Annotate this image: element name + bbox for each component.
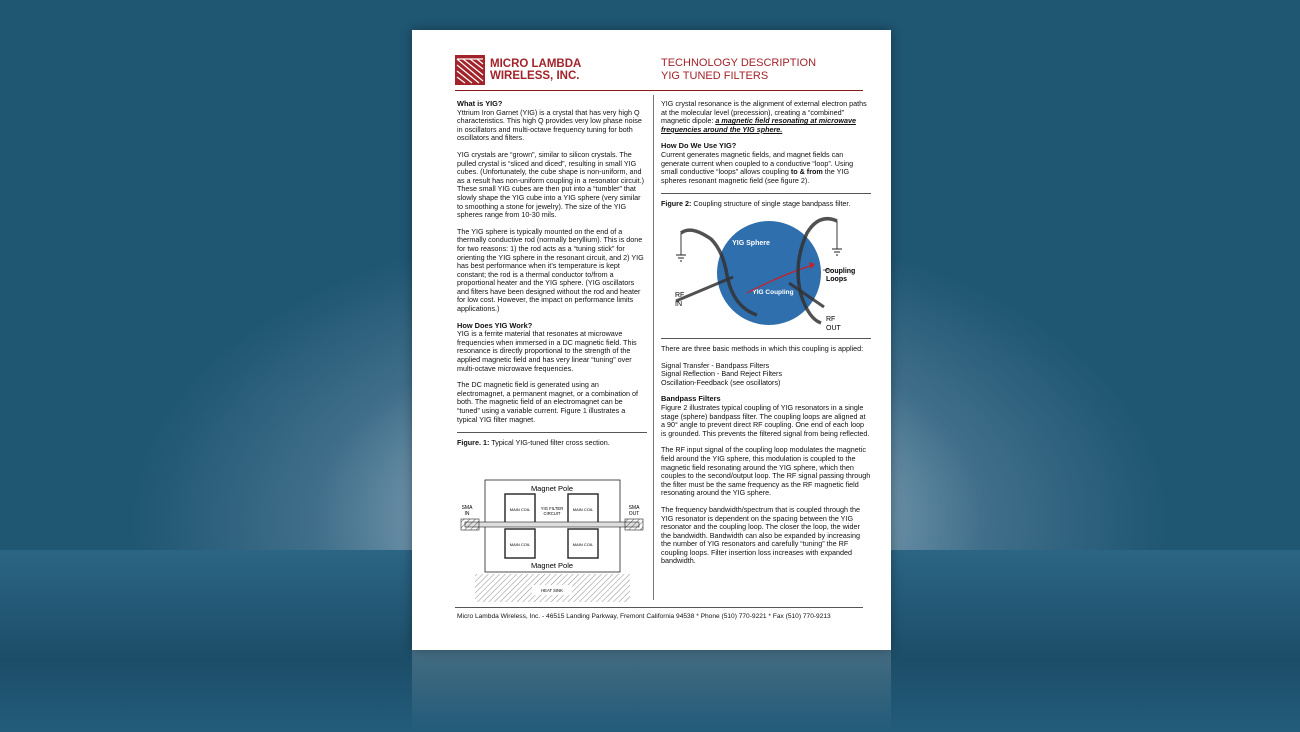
- heading-how-does-yig-work: How Does YIG Work?: [457, 320, 533, 330]
- paragraph: Yttrium Iron Garnet (YIG) is a crystal that has very high Q characteristics. This high Q provides very low phase noise in oscillators and multi-octave frequency tuning for both oscillators and filters.: [457, 107, 642, 143]
- figure-divider: [457, 432, 647, 433]
- figure1-label: Figure. 1:: [457, 438, 490, 448]
- paragraph: Figure 2 illustrates typical coupling of YIG resonators in a single stage (sphere) bandpass filter. The coupling loops are aligned at a 90° angle to prevent direct RF coupling. One end of each loop is grounded. This prevents the filtered signal from being reflected.: [661, 402, 870, 438]
- paragraph: There are three basic methods in which this coupling is applied:: [661, 344, 864, 353]
- filter-circuit-label: YIG FILTER: [540, 506, 564, 511]
- header-rule: [455, 90, 863, 91]
- main-coil-label: MAIN COIL: [572, 542, 594, 547]
- column-divider: [653, 95, 654, 600]
- rf-out-label: OUT: [826, 325, 841, 332]
- strong-text: to & from: [790, 167, 823, 177]
- heading-bandpass-filters: Bandpass Filters: [661, 394, 721, 404]
- paragraph: The DC magnetic field is generated using an electromagnet, a permanent magnet, or a combination of both. The magnetic field of an electromagnet can be “tuned” using a variable current. Figure 1 illustrates a typical YIG filter magnet.: [457, 380, 638, 424]
- paragraph: The frequency bandwidth/spectrum that is coupled through the YIG resonator is dependent on the spacing between the YIG resonator and the coupling loop. The closer the loop, the wider the bandwidth. Bandwidth can also be expanded by increasing the number of YIG resonators and carefully “tuning” the RF coupling loops. Filter insertion loss increases with expanded bandwidth.: [661, 504, 860, 566]
- methods-list: [661, 362, 871, 388]
- paragraph-text: the YIG spheres resonant magnetic field (see figure 2).: [661, 167, 850, 185]
- figure-divider: [661, 338, 871, 339]
- sma-out-connector: [625, 519, 643, 530]
- method-item: Signal Reflection - Band Reject Filters: [661, 369, 783, 379]
- figure2-label: Figure 2:: [661, 199, 692, 209]
- brand-line2: WIRELESS, INC.: [490, 70, 580, 82]
- filter-circuit-label: CIRCUIT: [543, 511, 561, 516]
- document-title: [661, 57, 816, 83]
- method-item: Oscillation-Feedback (see oscillators): [661, 377, 781, 387]
- figure1-caption-text: Typical YIG-tuned filter cross section.: [491, 438, 610, 448]
- bottom-pole-label: Magnet Pole: [530, 561, 574, 570]
- sma-in-label: IN: [464, 511, 470, 517]
- figure-divider: [661, 193, 871, 194]
- heading-how-do-we-use-yig: How Do We Use YIG?: [661, 141, 737, 151]
- paragraph-text: Current generates magnetic fields, and magnet fields can generate current when coupled to a conductive “loop”. Using small conductive “loops” allows coupling: [661, 149, 854, 177]
- sma-out-label: SMA: [628, 505, 640, 511]
- company-logo-icon: [455, 55, 485, 85]
- right-column-top: [661, 100, 871, 209]
- right-column-bottom: [661, 338, 871, 574]
- emphasis-text: a magnetic field resonating at microwave frequencies around the YIG sphere.: [661, 116, 856, 134]
- ground-right-icon: [832, 249, 842, 255]
- title-line1: TECHNOLOGY DESCRIPTION: [661, 57, 817, 69]
- left-column: [457, 100, 647, 448]
- datasheet-page: [412, 30, 891, 650]
- method-item: Signal Transfer - Bandpass Filters: [661, 360, 770, 370]
- paragraph: YIG crystals are “grown”, similar to silicon crystals. The pulled crystal is “sliced and diced”, resulting in small YIG cubes. (Unfortunately, the cube shape is non-uniform, and as a result has non-uniform coupling in a resonator circuit.) These small YIG cubes are then put into a “tumbler” that slowly shape the YIG cube into a YIG sphere (very similar to smoothing a stone for jewelry). The size of the YIG spheres range from 10-30 mils.: [457, 149, 644, 220]
- main-coil-label: MAIN COIL: [509, 507, 531, 512]
- paragraph: [661, 151, 871, 185]
- paragraph: The YIG sphere is typically mounted on the end of a thermally conductive rod (normally beryllium). This is done for two reasons: 1) the rod acts as a “tuning stick” for orienting the YIG sphere in the resonant circuit, and 2) YIG has best performance when it’s temperature is kept constant; the rod is a thermal conductor to/from a proportional heater and the YIG sphere. (YIG oscillators and filters have been designed without the rod and heater for low cost. However, the impact on performance limits applications.): [457, 226, 644, 314]
- figure2-caption: [661, 200, 871, 209]
- paragraph: YIG is a ferrite material that resonates at microwave frequencies when immersed in a DC magnetic field. This resonance is directly proportional to the strength of the applied magnetic field and has very linear “tuning” over multi-octave microwave frequencies.: [457, 329, 637, 373]
- page-reflection: [412, 650, 891, 732]
- figure2-diagram: [661, 215, 871, 337]
- title-line2: YIG TUNED FILTERS: [661, 70, 769, 82]
- transmission-line: [465, 522, 639, 527]
- brand-name: [490, 58, 581, 82]
- main-coil-label: MAIN COIL: [509, 542, 531, 547]
- yig-sphere-label: YIG Sphere: [732, 240, 770, 247]
- footer-contact: Micro Lambda Wireless, Inc. - 46515 Landing Parkway, Fremont California 94538 * Phone (510) 770-9221 * Fax (510) 770-9213: [457, 613, 831, 620]
- sma-in-label: SMA: [461, 505, 473, 511]
- figure1-caption: [457, 439, 647, 448]
- sma-in-connector: [461, 519, 479, 530]
- rf-in-label: IN: [675, 301, 682, 308]
- main-coil-label: MAIN COIL: [572, 507, 594, 512]
- sma-out-label: OUT: [628, 511, 640, 517]
- figure2-caption-text: Coupling structure of single stage bandpass filter.: [693, 199, 851, 209]
- top-pole-label: Magnet Pole: [530, 484, 574, 493]
- coupling-loops-label: Coupling: [825, 268, 856, 275]
- paragraph: [661, 100, 871, 134]
- brand-line1: MICRO LAMBDA: [490, 58, 582, 70]
- heat-sink-label: HEAT SINK: [541, 588, 563, 593]
- footer-rule: [455, 607, 863, 608]
- paragraph-text: YIG crystal resonance is the alignment of external electron paths at the molecular level (precession), creating a “combined” magnetic dipole:: [661, 99, 867, 126]
- figure1-diagram: [457, 475, 647, 605]
- rf-out-label: RF: [826, 316, 836, 323]
- rf-in-label: RF: [675, 292, 685, 299]
- coupling-loops-label: Loops: [826, 276, 847, 283]
- heading-what-is-yig: What is YIG?: [457, 99, 503, 108]
- ground-left-icon: [676, 255, 686, 261]
- paragraph: The RF input signal of the coupling loop modulates the magnetic field around the YIG sphere, this modulation is coupled to the magnetic field resonating around the YIG sphere, which then couples to the second/output loop. The RF signal passing through the filter must be the same frequency as the RF magnetic field resonating around the YIG sphere.: [661, 445, 871, 498]
- yig-coupling-label: YIG Coupling: [752, 289, 794, 296]
